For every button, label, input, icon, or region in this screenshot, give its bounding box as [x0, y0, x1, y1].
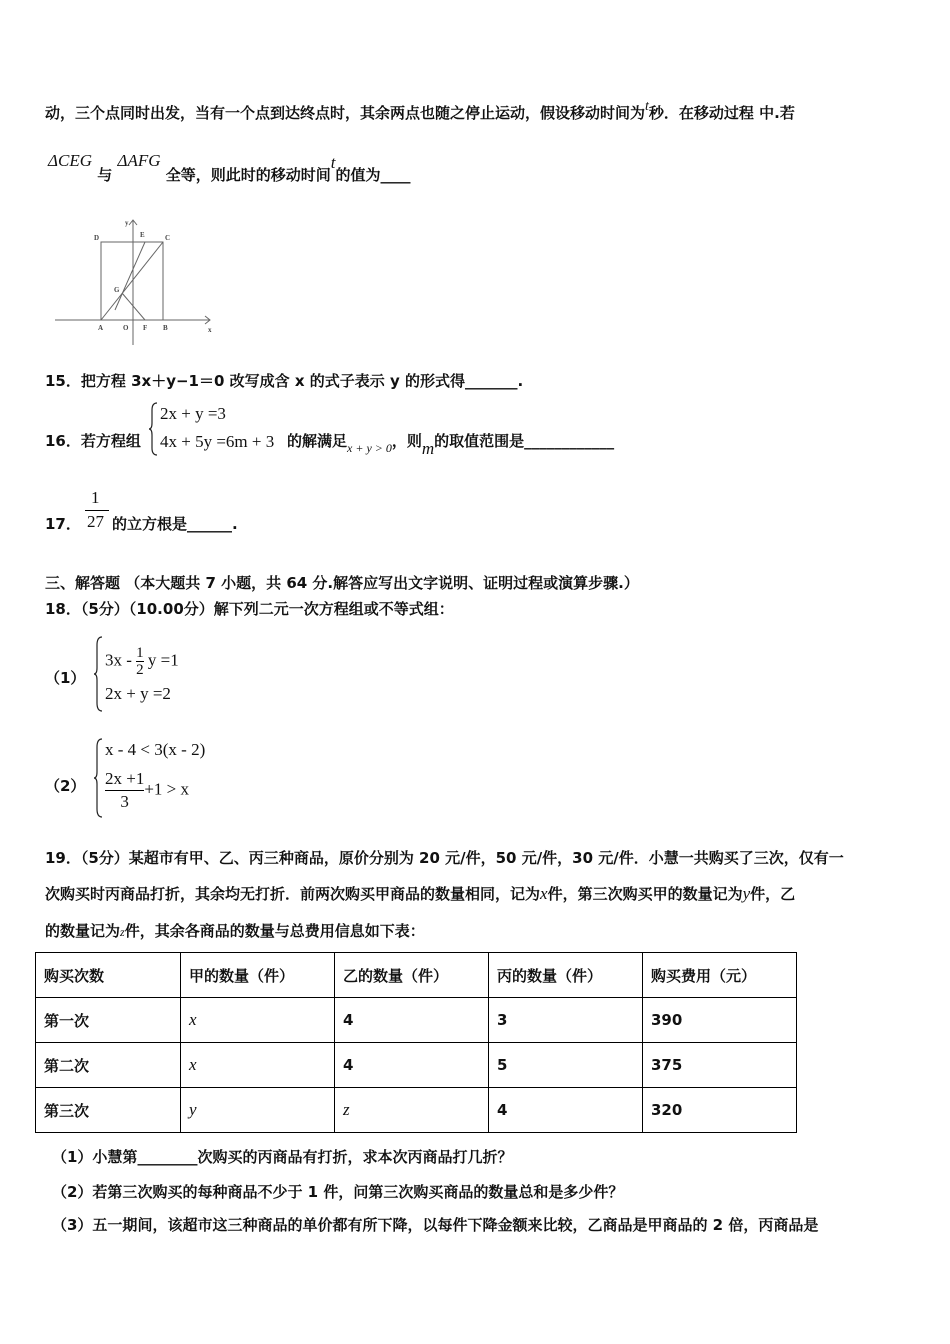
- table-cell: 第一次: [36, 998, 181, 1043]
- table-row: [36, 998, 797, 1043]
- table-header: 购买次数: [36, 953, 181, 998]
- p18-sub2-eq1: x - 4 < 3(x - 2): [105, 740, 206, 759]
- p16-num: 16．若方程组: [45, 432, 141, 450]
- table-header: 丙的数量（件）: [489, 953, 643, 998]
- table-cell: y: [181, 1088, 335, 1133]
- table-cell: 320: [643, 1088, 797, 1133]
- p18-sub1-label: （1）: [45, 669, 86, 687]
- svg-text:E: E: [140, 231, 145, 239]
- table-cell: 3: [489, 998, 643, 1043]
- fraction-bar: [85, 510, 109, 511]
- fraction-denominator: 27: [87, 512, 104, 531]
- table-cell: 5: [489, 1043, 643, 1088]
- table-header: 乙的数量（件）: [335, 953, 489, 998]
- p14-line1: 动，三个点同时出发，当有一个点到达终点时，其余两点也随之停止运动，假设移动时间为t秒．在移动过程 中.若: [45, 99, 795, 122]
- table-header: 购买费用（元）: [643, 953, 797, 998]
- p14-line2: ΔCEG 与 ΔAFG 全等，则此时的移动时间t的值为____: [48, 151, 411, 184]
- table-row: [36, 1043, 797, 1088]
- table-row: [36, 1088, 797, 1133]
- p17-num: 17．: [45, 515, 81, 533]
- table-cell: z: [335, 1088, 489, 1133]
- section-3-heading: 三、解答题 （本大题共 7 小题，共 64 分.解答应写出文字说明、证明过程或演算步骤.）: [45, 574, 639, 592]
- svg-text:D: D: [94, 234, 100, 242]
- p19-q2: （2）若第三次购买的每种商品不少于 1 件，问第三次购买商品的数量总和是多少件？: [52, 1183, 624, 1201]
- svg-text:O: O: [123, 324, 129, 332]
- p19-line2: 次购买时丙商品打折，其余均无打折．前两次购买甲商品的数量相同，记为x件，第三次购买甲的数量记为y件，乙: [45, 884, 796, 903]
- p18-sub2-label: （2）: [45, 777, 86, 795]
- brace: [93, 738, 103, 818]
- p18-sub1-eq2: 2x + y =2: [105, 684, 171, 703]
- table-cell: x: [181, 998, 335, 1043]
- brace: [93, 636, 103, 712]
- svg-text:F: F: [143, 324, 148, 332]
- table-cell: 4: [335, 1043, 489, 1088]
- table-cell: 第三次: [36, 1088, 181, 1133]
- svg-text:B: B: [163, 324, 168, 332]
- p15: 15．把方程 3x＋y−1＝0 改写成含 x 的式子表示 y 的形式得_______.: [45, 372, 524, 390]
- p18-sub1-eq1: 3x - $\frac{1}{2}$ y =1: [105, 645, 179, 678]
- table-cell: x: [181, 1043, 335, 1088]
- p19-q3: （3）五一期间，该超市这三种商品的单价都有所下降，以每件下降金额来比较，乙商品是甲商品的 2 倍，丙商品是: [52, 1216, 819, 1234]
- table-header-row: [36, 953, 797, 998]
- table-cell: 390: [643, 998, 797, 1043]
- p16-eq2: 4x + 5y =6m + 3: [160, 432, 275, 451]
- svg-text:C: C: [165, 234, 171, 242]
- p16-rest: 的解满足$_{x + y > 0}$，则m的取值范围是____________: [287, 432, 615, 458]
- table-cell: 375: [643, 1043, 797, 1088]
- svg-text:G: G: [114, 286, 120, 294]
- p17-end: 的立方根是______.: [112, 515, 238, 533]
- svg-text:y: y: [125, 219, 129, 227]
- brace: [148, 402, 158, 456]
- table-header: 甲的数量（件）: [181, 953, 335, 998]
- fraction-numerator: 1: [91, 488, 100, 507]
- p18-title: 18．（5分）（10.00分）解下列二元一次方程组或不等式组：: [45, 600, 454, 618]
- purchase-table: [35, 952, 797, 1133]
- table-cell: 第二次: [36, 1043, 181, 1088]
- svg-text:A: A: [98, 324, 104, 332]
- p19-line3: 的数量记为z件，其余各商品的数量与总费用信息如下表：: [45, 922, 425, 940]
- table-cell: 4: [489, 1088, 643, 1133]
- table-cell: 4: [335, 998, 489, 1043]
- svg-text:x: x: [208, 326, 212, 334]
- geometry-figure: [55, 215, 225, 350]
- p19-q1: （1）小慧第________次购买的丙商品有打折，求本次丙商品打几折？: [52, 1148, 513, 1166]
- p19-line1: 19．（5分）某超市有甲、乙、丙三种商品，原价分别为 20 元/件，50 元/件，30 元/件．小慧一共购买了三次，仅有一: [45, 849, 844, 867]
- p18-sub2-eq2: $\frac{2x +1}{3}$ +1 > x: [105, 769, 190, 811]
- p16-eq1: 2x + y =3: [160, 404, 226, 423]
